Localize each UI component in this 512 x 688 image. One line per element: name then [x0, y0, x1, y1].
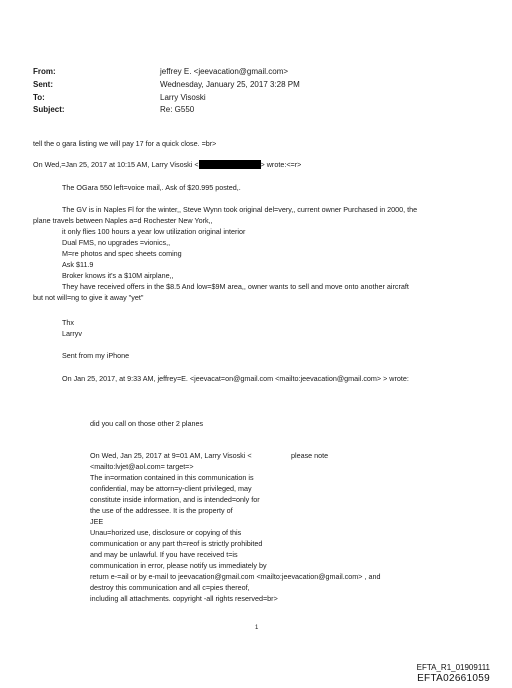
disclaimer-line-3: constitute inside information, and is intended=only for — [90, 495, 260, 504]
mailto-line: <mailto:lvjet@aol.com= target=> — [90, 462, 194, 471]
disclaimer-line-8: and may be unlawful. If you have received t=is — [90, 550, 238, 559]
page-number: 1 — [255, 625, 259, 631]
body-para-1: The OGara 550 left=voice mail,. Ask of $20.995 posted,. — [62, 183, 241, 192]
subject-label: Subject: — [33, 105, 65, 114]
quote-header-1-suffix: > wrote:<=r> — [260, 160, 302, 169]
body-para-2a: The GV is in Naples Fl for the winter,, Steve Wynn took original del=very,, current owner Purchased in 2000, the — [62, 205, 418, 214]
quote-header-1-prefix: On Wed,=Jan 25, 2017 at 10:15 AM, Larry Visoski < — [33, 160, 199, 169]
quote-header-3-suffix: please note — [291, 451, 329, 460]
disclaimer-line-11: destroy this communication and all c=pies thereof, — [90, 583, 250, 592]
subject-value: Re: G550 — [160, 105, 195, 114]
signoff-name: Larryv — [62, 329, 82, 338]
body-line-8a: They have received offers in the $8.5 And low=$9M area,, owner wants to sell and move onto another aircraft — [62, 282, 409, 291]
footer-id-1: EFTA_R1_01909111 — [416, 663, 490, 672]
disclaimer-line-1: The in=ormation contained in this communication is — [90, 473, 254, 482]
disclaimer-line-10: return e-=ail or by e-mail to jeevacation@gmail.com <mailto:jeevacation@gmail.com> , and — [90, 572, 381, 581]
to-label: To: — [33, 93, 45, 102]
to-value: Larry Visoski — [160, 93, 206, 102]
body-line-4: Dual FMS, no upgrades =vionics,, — [62, 238, 171, 247]
quote-header-3-prefix: On Wed, Jan 25, 2017 at 9=01 AM, Larry Visoski < — [90, 451, 252, 460]
redaction-block — [199, 160, 261, 169]
disclaimer-line-7: communication or any part th=reof is strictly prohibited — [90, 539, 263, 548]
disclaimer-line-12: including all attachments. copyright -all rights reserved=br> — [90, 594, 278, 603]
disclaimer-line-9: communication in error, please notify us immediately by — [90, 561, 267, 570]
from-label: From: — [33, 67, 56, 76]
body-line-5: M=re photos and spec sheets coming — [62, 249, 182, 258]
signoff-thx: Thx — [62, 318, 74, 327]
body-line-3: it only flies 100 hours a year low utilization original interior — [62, 227, 246, 236]
question-line: did you call on those other 2 planes — [90, 419, 204, 428]
reply-line: tell the o gara listing we will pay 17 for a quick close. =br> — [33, 139, 217, 148]
disclaimer-line-6: Unau=horized use, disclosure or copying of this — [90, 528, 242, 537]
quote-header-2: On Jan 25, 2017, at 9:33 AM, jeffrey=E. <jeevacat=on@gmail.com <mailto:jeevacation@gmail.com> > wrote: — [62, 374, 409, 383]
body-line-7: Broker knows it's a $10M airplane,, — [62, 271, 174, 280]
sent-value: Wednesday, January 25, 2017 3:28 PM — [160, 80, 300, 89]
disclaimer-line-5: JEE — [90, 517, 104, 526]
body-para-2b: plane travels between Naples a=d Rochester New York,, — [33, 216, 213, 225]
body-line-8b: but not will=ng to give it away "yet" — [33, 293, 144, 302]
disclaimer-line-4: the use of the addressee. It is the property of — [90, 506, 233, 515]
sent-from-line: Sent from my iPhone — [62, 351, 130, 360]
quote-header-1 — [33, 160, 301, 169]
disclaimer-line-2: confidential, may be attorn=y-client privileged, may — [90, 484, 252, 493]
from-value: jeffrey E. <jeevacation@gmail.com> — [160, 67, 289, 76]
footer-id-2: EFTA02661059 — [417, 673, 490, 684]
body-line-6: Ask $11.9 — [62, 260, 94, 269]
sent-label: Sent: — [33, 80, 53, 89]
